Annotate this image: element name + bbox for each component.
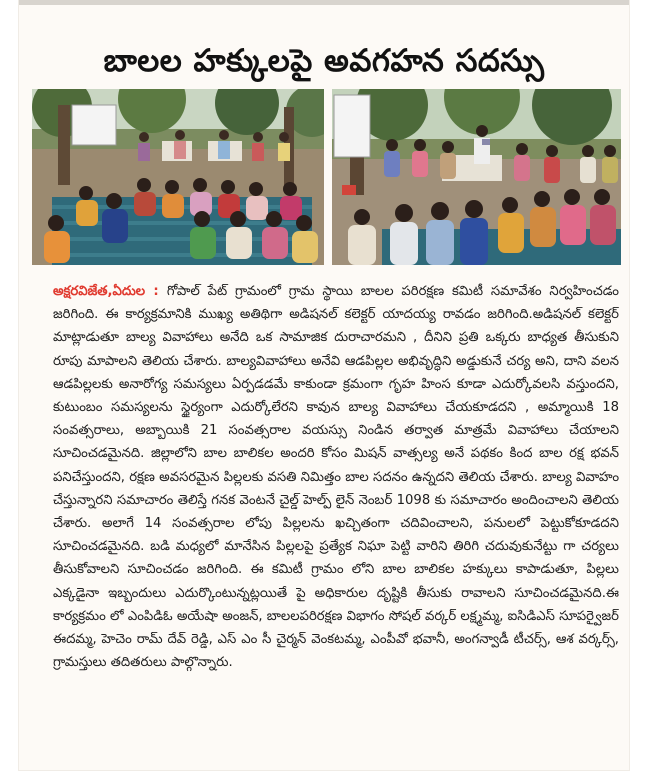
newspaper-clipping: [19, 0, 629, 770]
article-body: [53, 280, 619, 674]
headline: బాలల హక్కులపై అవగహన సదస్సు: [103, 42, 545, 79]
top-rule: [19, 0, 629, 5]
article-dateline: అక్షరవిజేత,ఏదుల :: [53, 284, 167, 299]
photo-right-meeting: [332, 89, 621, 265]
photo-right-illustration: [332, 89, 621, 265]
article-text: గోపాల్ పేట్ గ్రామంలో గ్రామ స్థాయి బాలల పరిరక్షణ కమిటీ సమావేశం నిర్వహించడం జరిగింది. ఈ కార్యక్రమానికి ముఖ్య అతిథిగా అడిషనల్ కలెక్టర్ యాదయ్య రావడం జరిగింది.అడిషనల్ కలెక్టర్ మాట్లాడుతూ బాల్య వివాహాలు అనేది ఒక సామాజిక దురాచారమని , దీనిని ప్రతి ఒక్కరు బాధ్యత తీసుకుని రూపు మాపాలని తెలియ చేశారు. బాల్యవివాహాలు అనేవి ఆడపిల్లల అభివృద్ధిని అడ్డుకునే చర్య అని, దాని వలన ఆడపిల్లలకు అనారోగ్య సమస్యలు ఏర్పడడమే కాకుండా క్రమంగా గృహ హింస కూడా ఎదుర్కోవలసి వస్తుందని, కుటుంబం సమస్యలను స్థైర్యంగా ఎదుర్కోలేరని కావున బాల్య వివాహాలు చేయకూడదని , అమ్మాయికి 18 సంవత్సరాలు, అబ్బాయికి 21 సంవత్సరాల వయస్సు నిండిన తర్వాత మాత్రమే వివాహాలు చేయాలని సూచించడమైనది. జిల్లాలోని బాల బాలికల అందరి కోసం మిషన్ వాత్సల్య అనే పథకం కింద బాల రక్ష భవన్ పనిచేస్తుందని, రక్షణ అవసరమైన పిల్లలకు వసతి నిమిత్తం బాల సదనం ఉన్నదని తెలియ చేశారు. బాల్య వివాహం చేస్తున్నారని సమాచారం తెలిస్తే గనక వెంటనే చైల్డ్ హెల్ప్ లైన్ నెంబర్ 1098 కు సమాచారం అందించాలని తెలియ చేశారు. అలాగే 14 సంవత్సరాల లోపు పిల్లలను ఖచ్చితంగా చదివించాలని, పనులలో పెట్టుకోకూడదని సూచించడమైనది. బడి మధ్యలో మానేసిన పిల్లలపై ప్రత్యేక నిఘా పెట్టి వారిని తిరిగి చదువుకునేట్టు గా చర్యలు తీసుకోవాలని సూచించడం జరిగింది. ఈ కమిటీ గ్రామం లోని బాల బాలికల హక్కులు కాపాడుతూ, పిల్లలు ఎక్కడైనా ఇబ్బందులు ఎదుర్కొంటున్నట్లయితే పై అధికారుల దృష్టికి తీసుకు రావాలని సూచించడమైనది.ఈ కార్యక్రమం లో ఎంపిడిఓ అయేషా అంజన్, బాలలపరిరక్షణ విభాగం సోషల్ వర్కర్ లక్ష్మమ్మ, ఐసిడిఎస్ సూపర్వైజర్ ఈదమ్మ, హెచెం రామ్ దేవ్ రెడ్డి, ఎస్ ఎం సీ చైర్మన్ వెంకటమ్మ, ఎంపీవో భవానీ, అంగన్వాడీ టీచర్స్, ఆశ వర్కర్స్, గ్రామస్తులు తదితరులు పాల్గొన్నారు.: [53, 284, 619, 671]
photo-left-illustration: [32, 89, 324, 265]
photo-left-meeting: [32, 89, 324, 265]
